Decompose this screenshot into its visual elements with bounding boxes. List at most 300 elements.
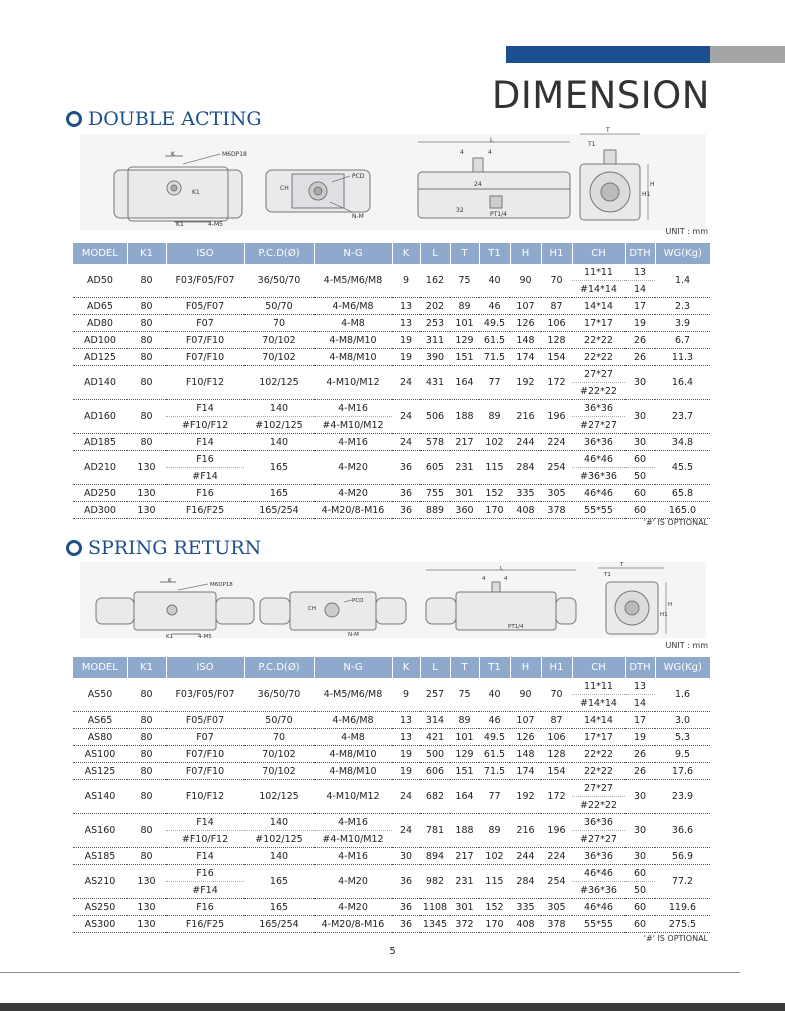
cell-h: 216 (510, 400, 541, 434)
page-title: DIMENSION (491, 74, 710, 117)
cell-k1: 80 (127, 315, 166, 332)
cell-h1: 87 (541, 298, 572, 315)
cell-t1: 102 (479, 434, 510, 451)
cell-h1: 224 (541, 434, 572, 451)
cell-iso: F03/F05/F07 (166, 678, 244, 712)
table-row (73, 848, 710, 865)
cell-model: AD65 (73, 298, 127, 315)
cell-k: 9 (392, 678, 420, 712)
cell-h1: 378 (541, 916, 572, 933)
cell-t: 164 (450, 780, 479, 814)
column-header: N-G (314, 243, 392, 264)
cell-dth: 50 (625, 468, 655, 485)
column-header: H1 (541, 243, 572, 264)
table-row (73, 678, 710, 695)
column-header: K1 (127, 243, 166, 264)
label-4b: 4 (504, 576, 508, 582)
cell-ch: 22*22 (572, 332, 625, 349)
column-header: N-G (314, 657, 392, 678)
cell-k: 36 (392, 502, 420, 519)
cell-ng: 4-M8 (314, 315, 392, 332)
cell-model: AS100 (73, 746, 127, 763)
cell-h1: 224 (541, 848, 572, 865)
label-ch: CH (308, 606, 316, 612)
cell-k1: 80 (127, 434, 166, 451)
cell-t: 101 (450, 315, 479, 332)
cell-ch: 14*14 (572, 712, 625, 729)
cell-h: 284 (510, 451, 541, 485)
table-row (73, 400, 710, 417)
cell-l: 1345 (420, 916, 450, 933)
cell-l: 578 (420, 434, 450, 451)
cell-ch: #22*22 (572, 797, 625, 814)
cell-pcd: 140 (244, 400, 314, 417)
cell-model: AD160 (73, 400, 127, 434)
cell-dth: 30 (625, 434, 655, 451)
cell-ch: 22*22 (572, 349, 625, 366)
front-view-drawing (114, 154, 242, 222)
table-row (73, 746, 710, 763)
section-title-spring-return (66, 537, 261, 559)
cell-h1: 106 (541, 315, 572, 332)
column-header: K (392, 243, 420, 264)
cell-l: 1108 (420, 899, 450, 916)
cell-t1: 170 (479, 502, 510, 519)
cell-model: AD125 (73, 349, 127, 366)
cell-k1: 130 (127, 485, 166, 502)
cell-k1: 80 (127, 366, 166, 400)
cell-dth: 30 (625, 814, 655, 848)
cell-ch: 27*27 (572, 780, 625, 797)
label-t1: T1 (588, 141, 596, 148)
cell-t: 188 (450, 400, 479, 434)
cell-wg: 34.8 (655, 434, 710, 451)
cell-pcd: 165 (244, 865, 314, 899)
cell-k1: 80 (127, 264, 166, 298)
cell-pcd: 102/125 (244, 780, 314, 814)
cell-pcd: 50/70 (244, 712, 314, 729)
cell-pcd: 36/50/70 (244, 264, 314, 298)
cell-pcd: 36/50/70 (244, 678, 314, 712)
cell-k1: 130 (127, 916, 166, 933)
cell-k: 24 (392, 434, 420, 451)
cell-k: 36 (392, 916, 420, 933)
cell-t1: 89 (479, 814, 510, 848)
cell-t1: 49.5 (479, 315, 510, 332)
cell-ng: 4-M8/M10 (314, 746, 392, 763)
cell-ch: 46*46 (572, 451, 625, 468)
cell-h1: 154 (541, 349, 572, 366)
cell-t1: 152 (479, 485, 510, 502)
label-t: T (606, 127, 610, 134)
cell-k: 36 (392, 451, 420, 485)
cell-h: 90 (510, 264, 541, 298)
cell-pcd: 165/254 (244, 502, 314, 519)
table-row (73, 780, 710, 797)
cell-k: 24 (392, 780, 420, 814)
cell-t: 129 (450, 332, 479, 349)
cell-pcd: 70 (244, 729, 314, 746)
cell-ch: 36*36 (572, 400, 625, 417)
cell-k1: 80 (127, 814, 166, 848)
cell-iso: F14 (166, 848, 244, 865)
label-k1: K1 (176, 221, 184, 228)
cell-t1: 46 (479, 298, 510, 315)
label-h1: H1 (642, 191, 651, 198)
cell-k1: 80 (127, 298, 166, 315)
cell-k1: 80 (127, 678, 166, 712)
cell-t: 151 (450, 763, 479, 780)
table-row (73, 434, 710, 451)
cell-h1: 305 (541, 485, 572, 502)
cell-ch: 17*17 (572, 315, 625, 332)
cell-iso: F16 (166, 485, 244, 502)
cell-ng: 4-M16 (314, 434, 392, 451)
cell-pcd: 70/102 (244, 349, 314, 366)
cell-l: 605 (420, 451, 450, 485)
table-row (73, 865, 710, 882)
cell-dth: 60 (625, 899, 655, 916)
cell-wg: 1.4 (655, 264, 710, 298)
cell-iso: F10/F12 (166, 780, 244, 814)
cell-k1: 80 (127, 848, 166, 865)
side-view-drawing (426, 570, 576, 630)
cell-ch: #14*14 (572, 281, 625, 298)
table-row (73, 349, 710, 366)
cell-t: 231 (450, 451, 479, 485)
cell-l: 257 (420, 678, 450, 712)
cell-dth: 26 (625, 763, 655, 780)
cell-pcd: 140 (244, 848, 314, 865)
cell-ng: 4-M16 (314, 814, 392, 831)
cell-l: 311 (420, 332, 450, 349)
cell-h: 216 (510, 814, 541, 848)
cell-h: 192 (510, 780, 541, 814)
cell-k: 13 (392, 712, 420, 729)
column-header: CH (572, 657, 625, 678)
cell-t: 164 (450, 366, 479, 400)
cell-l: 781 (420, 814, 450, 848)
cell-ch: #36*36 (572, 468, 625, 485)
cell-l: 253 (420, 315, 450, 332)
cell-k1: 80 (127, 729, 166, 746)
cell-h: 148 (510, 746, 541, 763)
cell-t1: 170 (479, 916, 510, 933)
cell-iso: F16 (166, 899, 244, 916)
cell-ch: 22*22 (572, 746, 625, 763)
cell-k1: 80 (127, 712, 166, 729)
cell-dth: 26 (625, 349, 655, 366)
cell-t: 89 (450, 298, 479, 315)
cell-l: 894 (420, 848, 450, 865)
cell-ng: 4-M8 (314, 729, 392, 746)
cell-h: 284 (510, 865, 541, 899)
footer-bar (0, 1003, 785, 1011)
cell-h: 126 (510, 729, 541, 746)
table-header-row (73, 243, 710, 264)
cell-t1: 46 (479, 712, 510, 729)
cell-h: 192 (510, 366, 541, 400)
cell-h1: 305 (541, 899, 572, 916)
cell-dth: 60 (625, 502, 655, 519)
cell-model: AD140 (73, 366, 127, 400)
cell-wg: 77.2 (655, 865, 710, 899)
cell-h1: 172 (541, 780, 572, 814)
cell-l: 500 (420, 746, 450, 763)
cell-ng: 4-M20 (314, 899, 392, 916)
column-header: H1 (541, 657, 572, 678)
cell-ng: 4-M5/M6/M8 (314, 264, 392, 298)
cell-dth: 17 (625, 298, 655, 315)
cell-h1: 106 (541, 729, 572, 746)
double-acting-table (73, 243, 710, 519)
cell-pcd: 102/125 (244, 366, 314, 400)
cell-ng: 4-M20 (314, 451, 392, 485)
cell-iso: F07/F10 (166, 349, 244, 366)
cell-iso: #F14 (166, 882, 244, 899)
cell-iso: #F10/F12 (166, 831, 244, 848)
table-row (73, 315, 710, 332)
cell-ch: #36*36 (572, 882, 625, 899)
cell-ng: 4-M20 (314, 485, 392, 502)
cell-t1: 89 (479, 400, 510, 434)
cell-pcd: 165 (244, 899, 314, 916)
cell-wg: 9.5 (655, 746, 710, 763)
cell-t1: 40 (479, 264, 510, 298)
column-header: CH (572, 243, 625, 264)
cell-l: 421 (420, 729, 450, 746)
cell-wg: 3.9 (655, 315, 710, 332)
cell-ng: 4-M20 (314, 865, 392, 899)
cell-model: AD300 (73, 502, 127, 519)
cell-k: 19 (392, 349, 420, 366)
cell-model: AS185 (73, 848, 127, 865)
cell-ng: 4-M6/M8 (314, 298, 392, 315)
cell-h: 408 (510, 502, 541, 519)
cell-ch: #14*14 (572, 695, 625, 712)
cell-wg: 65.8 (655, 485, 710, 502)
cell-wg: 11.3 (655, 349, 710, 366)
cell-dth: 14 (625, 695, 655, 712)
cell-wg: 16.4 (655, 366, 710, 400)
label-h1: H1 (660, 612, 668, 618)
label-m6dp18: M6DP18 (210, 582, 233, 588)
cell-l: 889 (420, 502, 450, 519)
cell-iso: F16/F25 (166, 502, 244, 519)
cell-model: AD100 (73, 332, 127, 349)
cell-h: 107 (510, 298, 541, 315)
cell-t: 372 (450, 916, 479, 933)
bullet-icon (66, 111, 82, 127)
table-row (73, 451, 710, 468)
bullet-icon (66, 540, 82, 556)
column-header: H (510, 657, 541, 678)
double-acting-drawings (80, 127, 706, 230)
cell-k: 19 (392, 332, 420, 349)
cell-iso: F16/F25 (166, 916, 244, 933)
cell-ng: 4-M16 (314, 848, 392, 865)
cell-dth: 17 (625, 712, 655, 729)
cell-l: 755 (420, 485, 450, 502)
cell-iso: F07/F10 (166, 746, 244, 763)
cell-iso: F05/F07 (166, 298, 244, 315)
cell-dth: 14 (625, 281, 655, 298)
cell-pcd: 140 (244, 434, 314, 451)
unit-label: UNIT : mm (665, 227, 708, 236)
cell-ch: #27*27 (572, 417, 625, 434)
cell-t1: 71.5 (479, 349, 510, 366)
cell-t: 75 (450, 678, 479, 712)
cell-iso: F16 (166, 865, 244, 882)
cell-ch: 36*36 (572, 848, 625, 865)
label-h: H (668, 602, 673, 608)
cell-l: 431 (420, 366, 450, 400)
bottom-view-drawing (260, 592, 406, 630)
cell-model: AS125 (73, 763, 127, 780)
cell-h1: 172 (541, 366, 572, 400)
cell-wg: 23.7 (655, 400, 710, 434)
cell-l: 162 (420, 264, 450, 298)
optional-note: '#' IS OPTIONAL (643, 518, 708, 527)
cell-model: AD50 (73, 264, 127, 298)
label-nm: N-M (352, 213, 364, 220)
label-4m5: 4-M5 (198, 634, 212, 640)
cell-k: 24 (392, 400, 420, 434)
cell-h1: 70 (541, 264, 572, 298)
cell-t: 75 (450, 264, 479, 298)
cell-h: 174 (510, 349, 541, 366)
label-pt: PT1/4 (508, 624, 524, 630)
cell-k1: 80 (127, 332, 166, 349)
cell-k: 36 (392, 865, 420, 899)
cell-h1: 378 (541, 502, 572, 519)
cell-model: AD80 (73, 315, 127, 332)
cell-k: 13 (392, 298, 420, 315)
cell-ch: 55*55 (572, 916, 625, 933)
label-k: K (168, 578, 172, 584)
cell-h: 244 (510, 434, 541, 451)
cell-h1: 87 (541, 712, 572, 729)
cell-ch: 36*36 (572, 814, 625, 831)
cell-t: 301 (450, 899, 479, 916)
table-row (73, 502, 710, 519)
cell-t1: 40 (479, 678, 510, 712)
page-number: 5 (389, 946, 396, 957)
cell-wg: 23.9 (655, 780, 710, 814)
spring-return-drawing-svg (80, 562, 706, 638)
cell-t1: 77 (479, 780, 510, 814)
column-header: T (450, 243, 479, 264)
cell-model: AS160 (73, 814, 127, 848)
cell-dth: 50 (625, 882, 655, 899)
cell-dth: 60 (625, 916, 655, 933)
table-row (73, 763, 710, 780)
label-ch: CH (280, 185, 289, 192)
cell-model: AS80 (73, 729, 127, 746)
cell-k1: 130 (127, 502, 166, 519)
label-24: 24 (474, 181, 482, 188)
cell-dth: 60 (625, 485, 655, 502)
cell-iso: F05/F07 (166, 712, 244, 729)
section-title-text: DOUBLE ACTING (88, 108, 262, 130)
cell-l: 314 (420, 712, 450, 729)
cell-ng: 4-M8/M10 (314, 332, 392, 349)
cell-ch: 14*14 (572, 298, 625, 315)
cell-pcd: 165 (244, 451, 314, 485)
cell-pcd: 70/102 (244, 746, 314, 763)
column-header: P.C.D(Ø) (244, 657, 314, 678)
table-row (73, 712, 710, 729)
cell-t: 151 (450, 349, 479, 366)
cell-t: 231 (450, 865, 479, 899)
column-header: T1 (479, 243, 510, 264)
column-header: T (450, 657, 479, 678)
column-header: DTH (625, 243, 655, 264)
cell-h1: 154 (541, 763, 572, 780)
cell-t1: 115 (479, 865, 510, 899)
cell-ng: 4-M10/M12 (314, 780, 392, 814)
cell-k1: 130 (127, 865, 166, 899)
cell-ch: 46*46 (572, 899, 625, 916)
cell-wg: 6.7 (655, 332, 710, 349)
cell-wg: 275.5 (655, 916, 710, 933)
cell-ng: 4-M20/8-M16 (314, 502, 392, 519)
cell-h1: 70 (541, 678, 572, 712)
table-row (73, 485, 710, 502)
cell-k1: 80 (127, 780, 166, 814)
label-pcd: PCD (352, 598, 364, 604)
cell-t1: 115 (479, 451, 510, 485)
cell-ng: 4-M6/M8 (314, 712, 392, 729)
cell-ch: 46*46 (572, 865, 625, 882)
cell-dth: 26 (625, 746, 655, 763)
cell-ng: 4-M10/M12 (314, 366, 392, 400)
cell-dth: 13 (625, 264, 655, 281)
label-t: T (620, 562, 624, 568)
cell-pcd: 70/102 (244, 332, 314, 349)
cell-h: 126 (510, 315, 541, 332)
cell-t: 217 (450, 434, 479, 451)
cell-iso: F07/F10 (166, 763, 244, 780)
cell-l: 202 (420, 298, 450, 315)
cell-pcd: #102/125 (244, 831, 314, 848)
cell-model: AD210 (73, 451, 127, 485)
cell-l: 390 (420, 349, 450, 366)
cell-wg: 2.3 (655, 298, 710, 315)
cell-iso: F14 (166, 400, 244, 417)
column-header: WG(Kg) (655, 243, 710, 264)
cell-ch: 27*27 (572, 366, 625, 383)
cell-ch: 46*46 (572, 485, 625, 502)
cell-k: 19 (392, 746, 420, 763)
section-title-double-acting (66, 108, 262, 130)
cell-l: 606 (420, 763, 450, 780)
label-k1-vertical: K1 (192, 189, 200, 196)
cell-k: 19 (392, 763, 420, 780)
cell-h1: 196 (541, 400, 572, 434)
column-header: K (392, 657, 420, 678)
cell-dth: 60 (625, 865, 655, 882)
cell-model: AS140 (73, 780, 127, 814)
column-header: WG(Kg) (655, 657, 710, 678)
label-t1: T1 (604, 572, 611, 578)
table-row (73, 264, 710, 281)
table-header-row (73, 657, 710, 678)
cell-h: 90 (510, 678, 541, 712)
cell-dth: 19 (625, 315, 655, 332)
cell-ch: 17*17 (572, 729, 625, 746)
unit-label: UNIT : mm (665, 641, 708, 650)
